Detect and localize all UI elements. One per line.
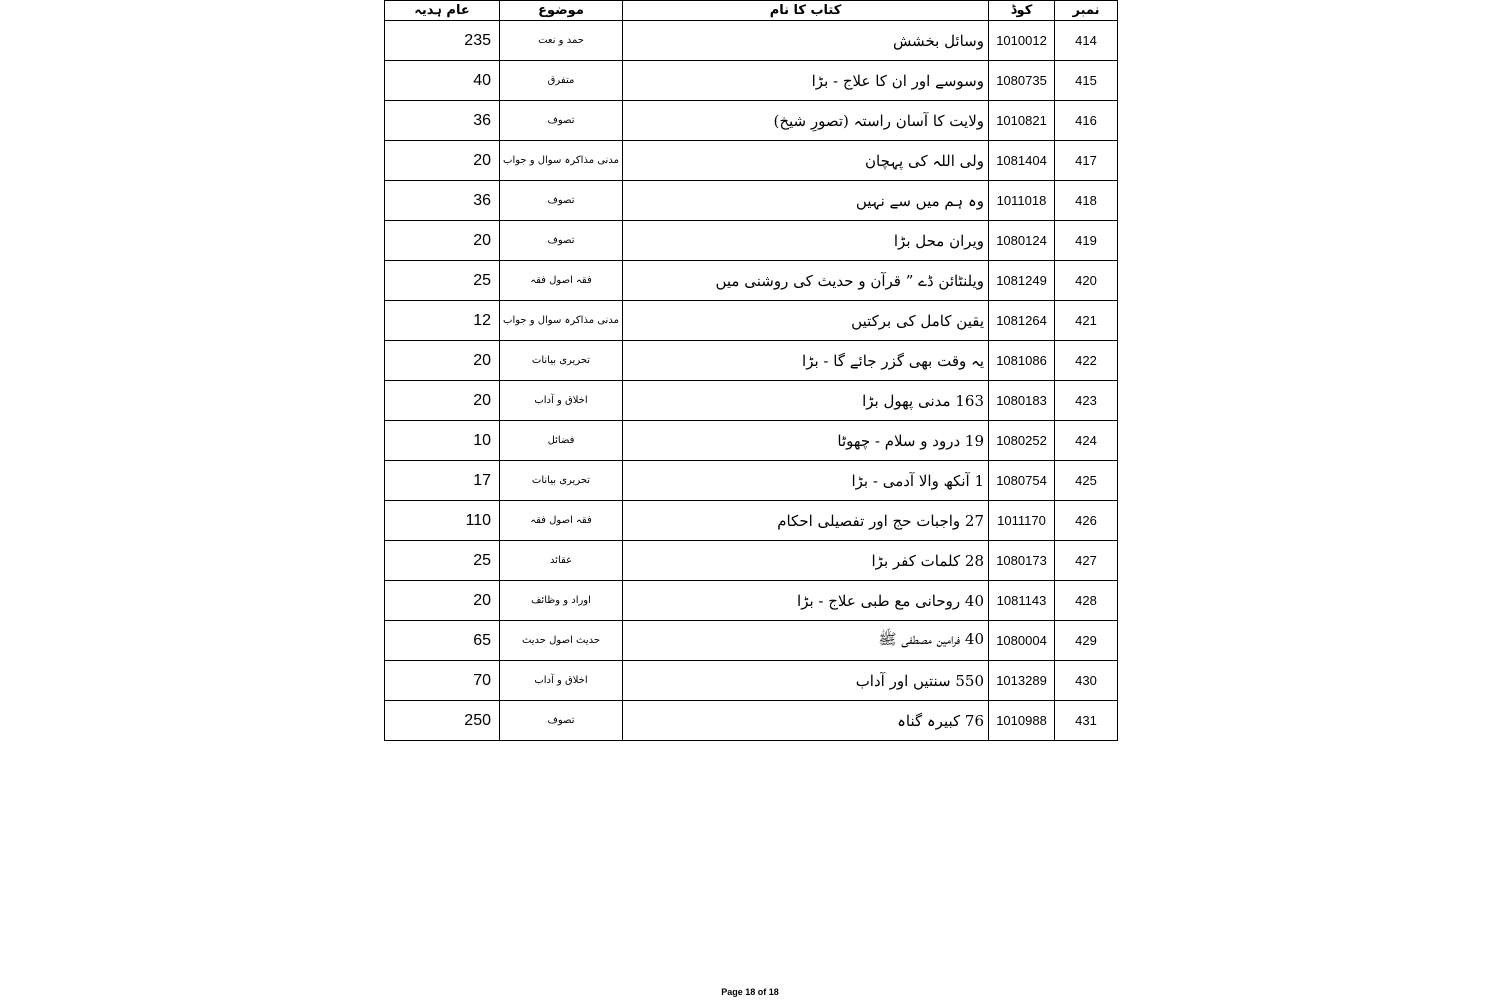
- subject-cell: اوراد و وظائف: [500, 581, 623, 621]
- table-row: [385, 341, 1118, 381]
- code-cell: 1010012: [989, 21, 1055, 61]
- page-number: Page 18 of 18: [721, 987, 779, 997]
- code-cell: 1081086: [989, 341, 1055, 381]
- price-cell: 36: [385, 101, 500, 141]
- number-cell: 426: [1055, 501, 1118, 541]
- code-cell: 1080754: [989, 461, 1055, 501]
- book-title-cell: 19 درود و سلام - چھوٹا: [623, 421, 989, 461]
- subject-cell: اخلاق و آداب: [500, 381, 623, 421]
- table-row: [385, 461, 1118, 501]
- subject-cell: متفرق: [500, 61, 623, 101]
- book-catalog-table: [384, 0, 1118, 741]
- code-cell: 1080183: [989, 381, 1055, 421]
- book-title-cell: 550 سنتیں اور آداب: [623, 661, 989, 701]
- book-title-cell: ویران محل بڑا: [623, 221, 989, 261]
- book-title-cell: وہ ہم میں سے نہیں: [623, 181, 989, 221]
- subject-cell: فضائل: [500, 421, 623, 461]
- price-cell: 110: [385, 501, 500, 541]
- subject-cell: تصوف: [500, 181, 623, 221]
- table-row: [385, 301, 1118, 341]
- number-cell: 425: [1055, 461, 1118, 501]
- number-cell: 430: [1055, 661, 1118, 701]
- code-cell: 1010821: [989, 101, 1055, 141]
- table-row: [385, 421, 1118, 461]
- book-title-cell: یہ وقت بھی گزر جائے گا - بڑا: [623, 341, 989, 381]
- header-title: کتاب کا نام: [623, 1, 989, 21]
- number-cell: 423: [1055, 381, 1118, 421]
- table-row: [385, 21, 1118, 61]
- subject-cell: تصوف: [500, 101, 623, 141]
- book-title-cell: 40 روحانی مع طبی علاج - بڑا: [623, 581, 989, 621]
- subject-cell: فقہ اصول فقہ: [500, 261, 623, 301]
- table-row: [385, 221, 1118, 261]
- book-title-cell: وسائل بخشش: [623, 21, 989, 61]
- number-cell: 422: [1055, 341, 1118, 381]
- subject-cell: تحریری بیانات: [500, 341, 623, 381]
- number-cell: 429: [1055, 621, 1118, 661]
- number-cell: 420: [1055, 261, 1118, 301]
- price-cell: 20: [385, 221, 500, 261]
- book-title-cell: 1 آنکھ والا آدمی - بڑا: [623, 461, 989, 501]
- table-body: [385, 21, 1118, 741]
- price-cell: 10: [385, 421, 500, 461]
- table-row: [385, 541, 1118, 581]
- code-cell: 1010988: [989, 701, 1055, 741]
- price-cell: 25: [385, 261, 500, 301]
- subject-cell: فقہ اصول فقہ: [500, 501, 623, 541]
- code-cell: 1080735: [989, 61, 1055, 101]
- table-row: [385, 501, 1118, 541]
- price-cell: 70: [385, 661, 500, 701]
- number-cell: 419: [1055, 221, 1118, 261]
- table-row: [385, 261, 1118, 301]
- table-row: [385, 181, 1118, 221]
- table-row: [385, 621, 1118, 661]
- header-price: عام ہدیہ: [385, 1, 500, 21]
- price-cell: 65: [385, 621, 500, 661]
- number-cell: 431: [1055, 701, 1118, 741]
- number-cell: 427: [1055, 541, 1118, 581]
- header-code: کوڈ: [989, 1, 1055, 21]
- number-cell: 416: [1055, 101, 1118, 141]
- header-number: نمبر: [1055, 1, 1118, 21]
- code-cell: 1013289: [989, 661, 1055, 701]
- number-cell: 415: [1055, 61, 1118, 101]
- subject-cell: تصوف: [500, 221, 623, 261]
- price-cell: 235: [385, 21, 500, 61]
- subject-cell: حمد و نعت: [500, 21, 623, 61]
- code-cell: 1011170: [989, 501, 1055, 541]
- subject-cell: مدنی مذاکرہ سوال و جواب: [500, 141, 623, 181]
- subject-cell: مدنی مذاکرہ سوال و جواب: [500, 301, 623, 341]
- code-cell: 1080124: [989, 221, 1055, 261]
- table-row: [385, 101, 1118, 141]
- book-title-cell: ویلنٹائن ڈے ” قرآن و حدیث کی روشنی میں: [623, 261, 989, 301]
- code-cell: 1011018: [989, 181, 1055, 221]
- price-cell: 250: [385, 701, 500, 741]
- book-title-cell: 76 کبیرہ گناہ: [623, 701, 989, 741]
- number-cell: 421: [1055, 301, 1118, 341]
- book-title-cell: 27 واجبات حج اور تفصیلی احکام: [623, 501, 989, 541]
- table-header: [385, 1, 1118, 21]
- price-cell: 20: [385, 141, 500, 181]
- book-title-cell: 163 مدنی پھول بڑا: [623, 381, 989, 421]
- table-row: [385, 381, 1118, 421]
- code-cell: 1081404: [989, 141, 1055, 181]
- code-cell: 1081264: [989, 301, 1055, 341]
- table-row: [385, 141, 1118, 181]
- price-cell: 17: [385, 461, 500, 501]
- table-row: [385, 61, 1118, 101]
- book-title-cell: ولی اللہ کی پہچان: [623, 141, 989, 181]
- subject-cell: اخلاق و آداب: [500, 661, 623, 701]
- number-cell: 414: [1055, 21, 1118, 61]
- subject-cell: تصوف: [500, 701, 623, 741]
- number-cell: 428: [1055, 581, 1118, 621]
- table-row: [385, 581, 1118, 621]
- table-row: [385, 661, 1118, 701]
- number-cell: 424: [1055, 421, 1118, 461]
- book-title-cell: 40 فرامین مصطفی ﷺ: [623, 621, 989, 661]
- code-cell: 1081143: [989, 581, 1055, 621]
- header-row: [385, 1, 1118, 21]
- book-title-cell: ولایت کا آسان راستہ (تصورِ شیخ): [623, 101, 989, 141]
- code-cell: 1080004: [989, 621, 1055, 661]
- price-cell: 20: [385, 341, 500, 381]
- code-cell: 1080252: [989, 421, 1055, 461]
- price-cell: 20: [385, 381, 500, 421]
- subject-cell: تحریری بیانات: [500, 461, 623, 501]
- table-row: [385, 701, 1118, 741]
- book-title-cell: 28 کلمات کفر بڑا: [623, 541, 989, 581]
- price-cell: 36: [385, 181, 500, 221]
- price-cell: 20: [385, 581, 500, 621]
- price-cell: 12: [385, 301, 500, 341]
- price-cell: 40: [385, 61, 500, 101]
- number-cell: 417: [1055, 141, 1118, 181]
- price-cell: 25: [385, 541, 500, 581]
- subject-cell: حدیث اصول حدیث: [500, 621, 623, 661]
- code-cell: 1080173: [989, 541, 1055, 581]
- book-title-cell: یقین کامل کی برکتیں: [623, 301, 989, 341]
- code-cell: 1081249: [989, 261, 1055, 301]
- number-cell: 418: [1055, 181, 1118, 221]
- subject-cell: عقائد: [500, 541, 623, 581]
- header-subject: موضوع: [500, 1, 623, 21]
- book-title-cell: وسوسے اور ان کا علاج - بڑا: [623, 61, 989, 101]
